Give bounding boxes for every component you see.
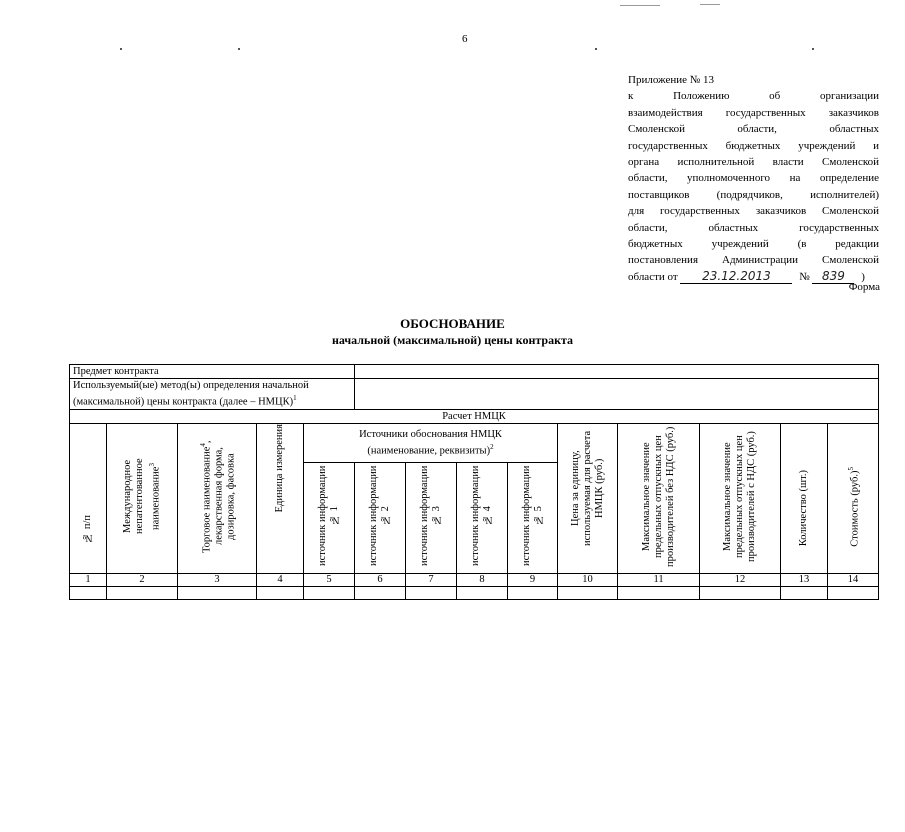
table-cell[interactable] xyxy=(508,586,558,599)
appendix-line: для государственных заказчиков Смоленской xyxy=(628,205,879,218)
col-number: 2 xyxy=(107,573,178,586)
handwritten-date: 23.12.2013 xyxy=(680,269,792,284)
appendix-date-line xyxy=(628,269,879,285)
handwritten-number: 839 xyxy=(812,269,854,284)
col-number: 1 xyxy=(70,573,107,586)
table-cell[interactable] xyxy=(781,586,828,599)
table-cell[interactable] xyxy=(558,586,618,599)
scan-speck xyxy=(238,48,240,50)
col-header-12: Максимальное значение предельных отпускных цен производителей с НДС (руб.) xyxy=(700,423,781,573)
col-number: 9 xyxy=(508,573,558,586)
col-number: 10 xyxy=(558,573,618,586)
table-cell[interactable] xyxy=(618,586,700,599)
appendix-line: поставщиков (подрядчиков, исполнителей) xyxy=(628,188,879,201)
col-number: 6 xyxy=(355,573,406,586)
method-value-cell[interactable] xyxy=(355,379,879,410)
table-cell[interactable] xyxy=(304,586,355,599)
nmck-table xyxy=(69,364,879,600)
col-header-11: Максимальное значение предельных отпускных цен производителей без НДС (руб.) xyxy=(618,423,700,573)
col-number: 11 xyxy=(618,573,700,586)
appendix-line: области, областных государственных xyxy=(628,221,879,234)
col-header-6: источник информации № 2 xyxy=(355,462,406,573)
appendix-line: государственных бюджетных учреждений и xyxy=(628,139,879,152)
col-header-9: источник информации № 5 xyxy=(508,462,558,573)
col-number: 14 xyxy=(828,573,879,586)
appendix-line: бюджетных учреждений (в редакции xyxy=(628,238,879,251)
col-number: 7 xyxy=(406,573,457,586)
table-cell[interactable] xyxy=(406,586,457,599)
method-label xyxy=(70,379,355,410)
sources-header: Источники обоснования НМЦК (наименование, реквизиты)$^2$ xyxy=(304,423,558,462)
col-header-8: источник информации № 4 xyxy=(457,462,508,573)
col-number: 13 xyxy=(781,573,828,586)
appendix-line: Смоленской области, областных xyxy=(628,123,879,136)
date-prefix: области от xyxy=(628,270,678,283)
col-header-2: Международное непатентованное наименование$^3$ xyxy=(107,423,178,573)
table-cell[interactable] xyxy=(700,586,781,599)
table-cell[interactable] xyxy=(355,586,406,599)
appendix-line: Приложение № 13 xyxy=(628,74,715,86)
scan-speck xyxy=(700,4,720,5)
subject-label: Предмет контракта xyxy=(70,365,355,379)
col-number: 4 xyxy=(257,573,304,586)
col-header-5: источник информации № 1 xyxy=(304,462,355,573)
table-cell[interactable] xyxy=(257,586,304,599)
appendix-line: органа исполнительной власти Смоленской xyxy=(628,156,879,169)
table-cell[interactable] xyxy=(828,586,879,599)
table-cell[interactable] xyxy=(178,586,257,599)
appendix-line: постановления Администрации Смоленской xyxy=(628,254,879,267)
number-prefix: № xyxy=(799,270,810,283)
footnote-1: 1 xyxy=(293,394,297,402)
scan-speck xyxy=(120,48,122,50)
document-subtitle: начальной (максимальной) цены контракта xyxy=(331,333,574,347)
form-label: Форма xyxy=(848,281,880,293)
col-header-3: Торговое наименование$^4$, лекарственная форма, дозировка, фасовка xyxy=(178,423,257,573)
close-paren: ) xyxy=(861,270,865,283)
subject-value-cell[interactable] xyxy=(355,365,879,379)
col-header-1: № п/п xyxy=(70,423,107,573)
col-header-7: источник информации № 3 xyxy=(406,462,457,573)
col-header-13: Количество (шт.) xyxy=(781,423,828,573)
col-number: 8 xyxy=(457,573,508,586)
scan-speck xyxy=(620,5,660,6)
col-header-4: Единица измерения xyxy=(257,423,304,573)
col-number: 5 xyxy=(304,573,355,586)
table-cell[interactable] xyxy=(70,586,107,599)
method-label-line1: Используемый(ые) метод(ы) определения начальной xyxy=(73,380,309,391)
col-number: 3 xyxy=(178,573,257,586)
col-header-14: Стоимость $(руб.)^5$ xyxy=(828,423,879,573)
table-cell[interactable] xyxy=(457,586,508,599)
document-title: ОБОСНОВАНИЕ xyxy=(400,316,505,331)
scan-speck xyxy=(812,48,814,50)
page-number: 6 xyxy=(462,33,468,45)
col-header-10: Цена за единицу, используемая для расчета НМЦК (руб.) xyxy=(558,423,618,573)
scan-speck xyxy=(595,48,597,50)
col-number: 12 xyxy=(700,573,781,586)
appendix-block xyxy=(628,72,879,285)
appendix-line: области, уполномоченного на определение xyxy=(628,172,879,185)
appendix-line: к Положению об организации xyxy=(628,90,879,103)
method-label-line2: (максимальной) цены контракта (далее – НМЦК) xyxy=(73,396,294,408)
appendix-line: взаимодействия государственных заказчиков xyxy=(628,106,879,119)
table-cell[interactable] xyxy=(107,586,178,599)
calc-header: Расчет НМЦК xyxy=(70,409,879,423)
